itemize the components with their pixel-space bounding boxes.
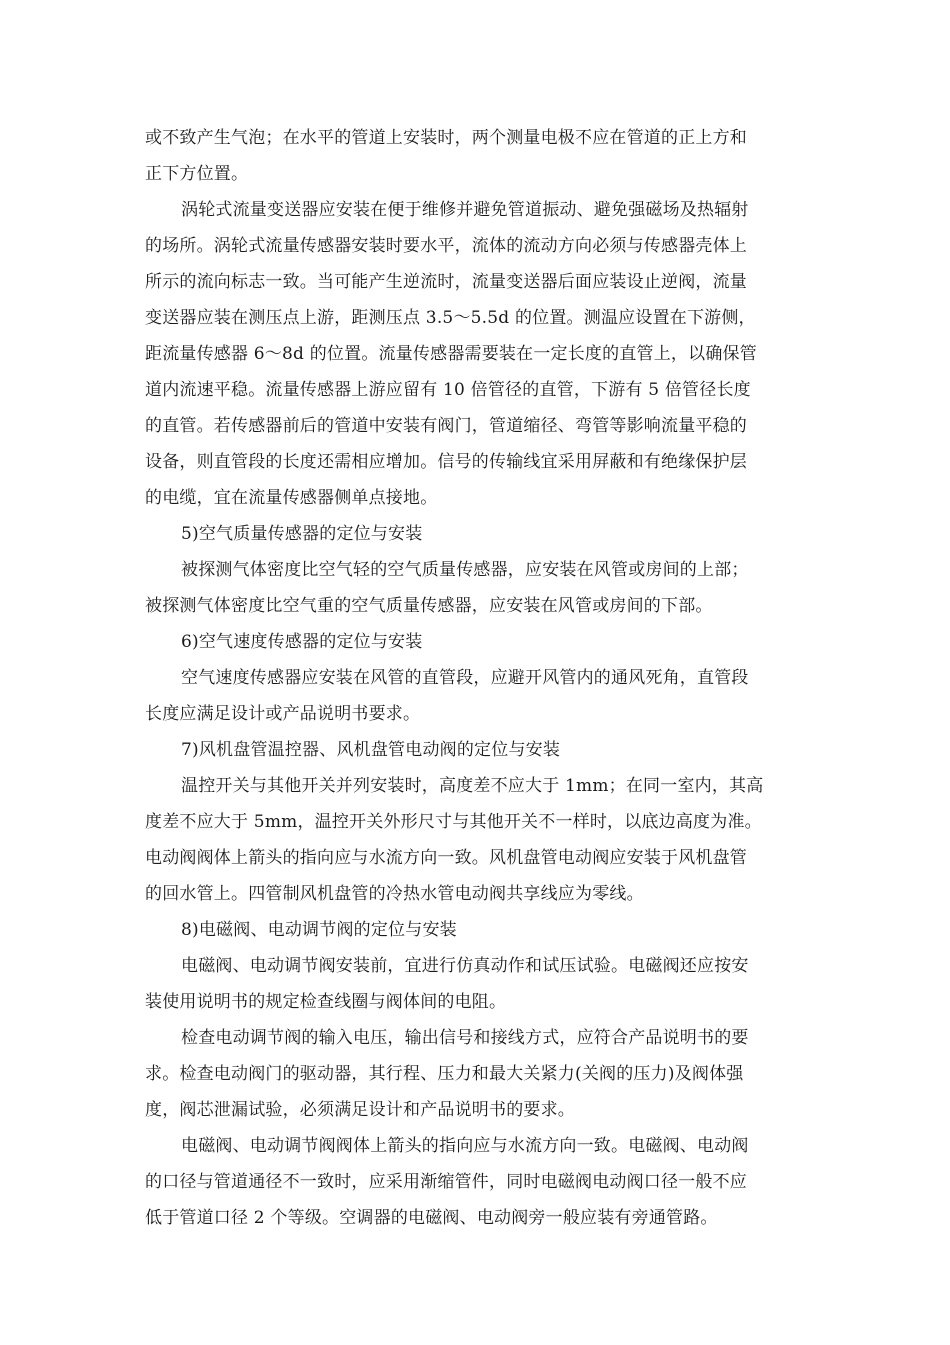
text-line: 度差不应大于 5mm，温控开关外形尺寸与其他开关不一样时，以底边高度为准。 [145, 812, 762, 832]
document-body [145, 120, 810, 1236]
text-line: 的直管。若传感器前后的管道中安装有阀门，管道缩径、弯管等影响流量平稳的 [145, 416, 747, 436]
text-line: 的场所。涡轮式流量传感器安装时要水平，流体的流动方向必须与传感器壳体上 [145, 236, 747, 256]
section-heading: 6)空气速度传感器的定位与安装 [181, 632, 423, 652]
text-line: 被探测气体密度比空气轻的空气质量传感器，应安装在风管或房间的上部； [181, 560, 749, 580]
text-line: 变送器应装在测压点上游，距测压点 3.5～5.5d 的位置。测温应设置在下游侧， [145, 308, 756, 328]
text-line: 被探测气体密度比空气重的空气质量传感器，应安装在风管或房间的下部。 [145, 596, 713, 616]
text-line: 求。检查电动阀门的驱动器，其行程、压力和最大关紧力(关阀的压力)及阀体强 [145, 1064, 744, 1084]
text-line: 设备，则直管段的长度还需相应增加。信号的传输线宜采用屏蔽和有绝缘保护层 [145, 452, 747, 472]
text-line: 所示的流向标志一致。当可能产生逆流时，流量变送器后面应装设止逆阀，流量 [145, 272, 747, 292]
section-heading: 5)空气质量传感器的定位与安装 [181, 524, 423, 544]
text-line: 低于管道口径 2 个等级。空调器的电磁阀、电动阀旁一般应装有旁通管路。 [145, 1208, 718, 1228]
text-line: 空气速度传感器应安装在风管的直管段，应避开风管内的通风死角，直管段 [181, 668, 749, 688]
text-line: 温控开关与其他开关并列安装时，高度差不应大于 1mm；在同一室内，其高 [181, 776, 764, 796]
text-line: 涡轮式流量变送器应安装在便于维修并避免管道振动、避免强磁场及热辐射 [181, 200, 749, 220]
text-line: 电磁阀、电动调节阀安装前，宜进行仿真动作和试压试验。电磁阀还应按安 [181, 956, 749, 976]
section-heading: 7)风机盘管温控器、风机盘管电动阀的定位与安装 [181, 740, 561, 760]
text-line: 检查电动调节阀的输入电压，输出信号和接线方式，应符合产品说明书的要 [181, 1028, 749, 1048]
text-line: 的口径与管道通径不一致时，应采用渐缩管件，同时电磁阀电动阀口径一般不应 [145, 1172, 747, 1192]
text-line: 的电缆，宜在流量传感器侧单点接地。 [145, 488, 438, 508]
text-line: 正下方位置。 [145, 164, 249, 184]
text-line: 距流量传感器 6～8d 的位置。流量传感器需要装在一定长度的直管上，以确保管 [145, 344, 757, 364]
section-heading: 8)电磁阀、电动调节阀的定位与安装 [181, 920, 457, 940]
text-line: 装使用说明书的规定检查线圈与阀体间的电阻。 [145, 992, 507, 1012]
text-line: 电动阀阀体上箭头的指向应与水流方向一致。风机盘管电动阀应安装于风机盘管 [145, 848, 747, 868]
text-line: 或不致产生气泡；在水平的管道上安装时，两个测量电极不应在管道的正上方和 [145, 128, 747, 148]
text-line: 长度应满足设计或产品说明书要求。 [145, 704, 421, 724]
text-line: 道内流速平稳。流量传感器上游应留有 10 倍管径的直管，下游有 5 倍管径长度 [145, 380, 751, 400]
text-line: 的回水管上。四管制风机盘管的冷热水管电动阀共享线应为零线。 [145, 884, 644, 904]
text-line: 度，阀芯泄漏试验，必须满足设计和产品说明书的要求。 [145, 1100, 575, 1120]
text-line: 电磁阀、电动调节阀阀体上箭头的指向应与水流方向一致。电磁阀、电动阀 [181, 1136, 749, 1156]
